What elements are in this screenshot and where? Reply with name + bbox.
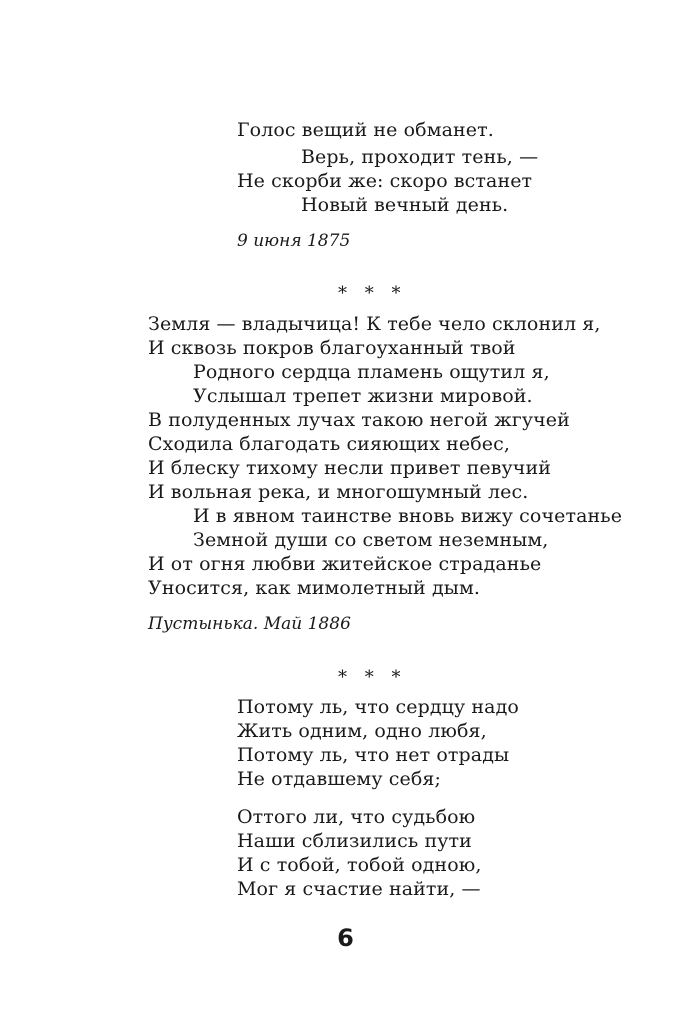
poem-line: Сходила благодать сияющих небес, [148, 433, 511, 455]
poem-line: Не скорби же: скоро встанет [237, 170, 533, 192]
poem-line: Голос вещий не обманет. [237, 119, 494, 141]
poem-line: И от огня любви житейское страданье [148, 553, 542, 575]
section-separator: * * * [338, 283, 407, 304]
poem-line: Мог я счастие найти, — [237, 878, 481, 900]
poem-date: 9 июня 1875 [237, 231, 351, 251]
poem-line: Земной души со светом неземным, [193, 529, 549, 551]
poem-line: Жить одним, одно любя, [237, 720, 487, 742]
section-separator: * * * [338, 667, 407, 688]
poem-line: Уносится, как мимолетный дым. [148, 577, 480, 599]
poem-line: И в явном таинстве вновь вижу сочетанье [193, 505, 623, 527]
poem-line: Родного сердца пламень ощутил я, [193, 361, 550, 383]
poem-line: И блеску тихому несли привет певучий [148, 457, 551, 479]
poem-line: Земля — владычица! К тебе чело склонил я, [148, 313, 601, 335]
poem-line: И сквозь покров благоуханный твой [148, 337, 516, 359]
poem-line: Потому ль, что нет отрады [237, 744, 510, 766]
page-number: 6 [337, 924, 354, 952]
poem-line: Потому ль, что сердцу надо [237, 696, 519, 718]
poem-line: И вольная река, и многошумный лес. [148, 481, 529, 503]
poem-line: В полуденных лучах такою негой жгучей [148, 409, 570, 431]
poem-line: Оттого ли, что судьбою [237, 806, 476, 828]
poem-date: Пустынька. Май 1886 [148, 614, 351, 634]
poem-line: Не отдавшему себя; [237, 768, 441, 790]
poem-line: И с тобой, тобой одною, [237, 854, 482, 876]
poem-line: Наши сблизились пути [237, 830, 472, 852]
poem-line: Услышал трепет жизни мировой. [193, 385, 533, 407]
poem-line: Верь, проходит тень, — [301, 146, 539, 168]
poem-line: Новый вечный день. [301, 194, 509, 216]
